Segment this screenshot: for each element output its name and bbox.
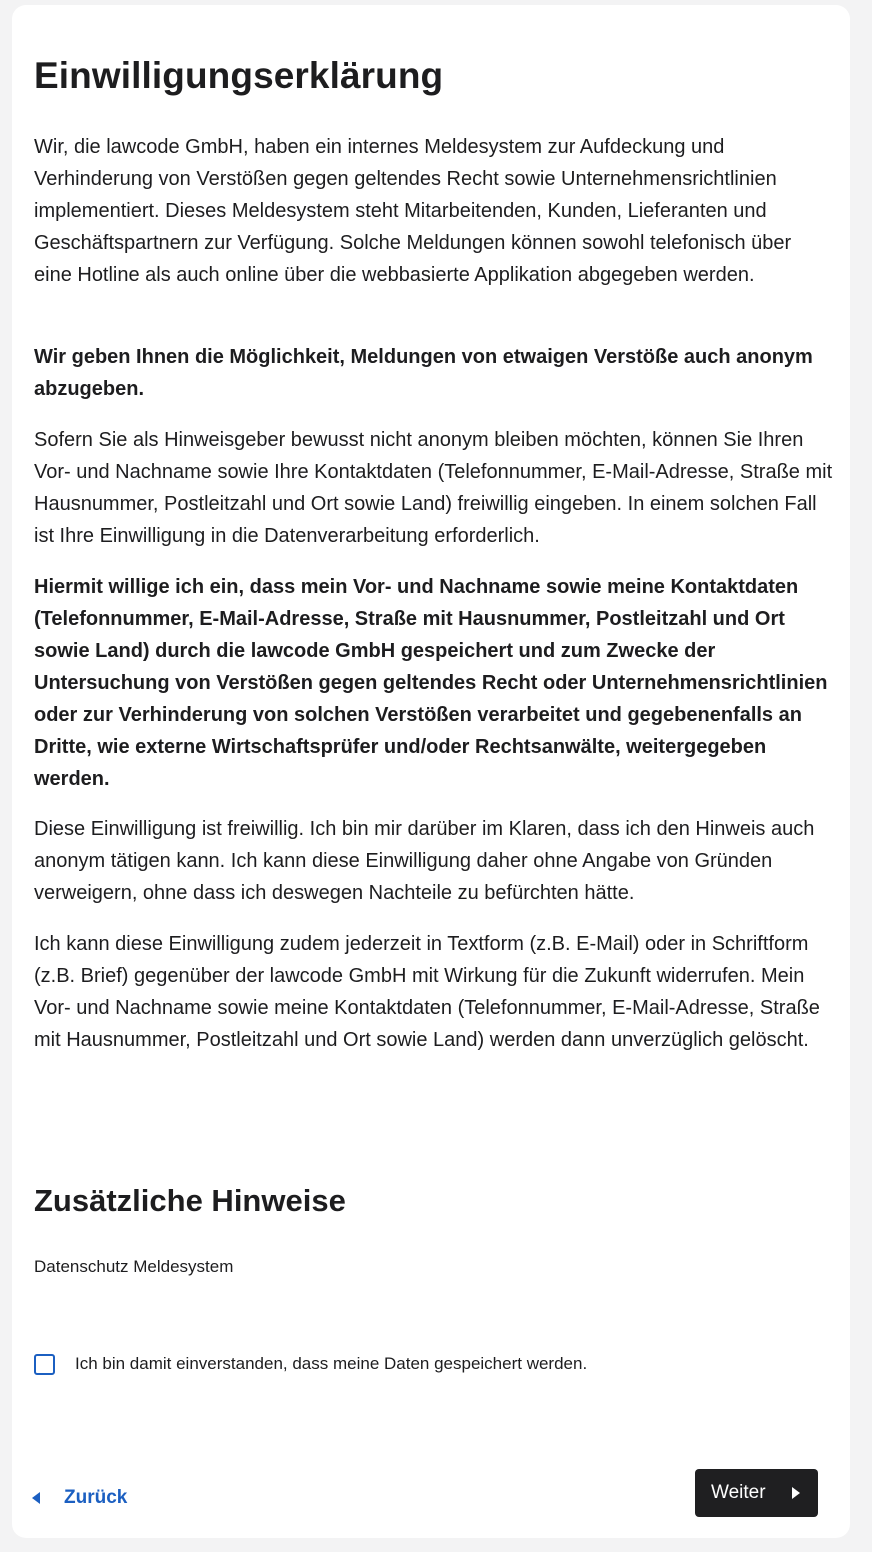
additional-notes-title: Zusätzliche Hinweise: [34, 1183, 346, 1218]
consent-checkbox-label[interactable]: Ich bin damit einverstanden, dass meine Daten gespeichert werden.: [75, 1354, 588, 1373]
privacy-policy-link[interactable]: Datenschutz Meldesystem: [34, 1257, 234, 1276]
page-title: Einwilligungserklärung: [34, 55, 444, 96]
next-button[interactable]: [695, 1469, 818, 1517]
next-button-label: Weiter: [711, 1482, 766, 1503]
consent-checkbox[interactable]: [34, 1354, 55, 1375]
back-button[interactable]: [32, 1483, 127, 1513]
consent-checkbox-row[interactable]: [34, 1350, 587, 1378]
optional-data-paragraph: Sofern Sie als Hinweisgeber bewusst nicht anonym bleiben möchten, können Sie Ihren Vor- und Nachname sowie Ihre Kontaktdaten (Telefonnummer, E-Mail-Adresse, Straße mit Hausnummer, Postleitzahl und Ort sowie Land) freiwillig eingeben. In einem solchen Fall ist Ihre Einwilligung in die Datenverarbeitung erforderlich.: [34, 429, 833, 547]
revocation-paragraph: Ich kann diese Einwilligung zudem jederzeit in Textform (z.B. E-Mail) oder in Schriftform (z.B. Brief) gegenüber der lawcode GmbH mit Wirkung für die Zukunft widerrufen. Mein Vor- und Nachname sowie meine Kontaktdaten (Telefonnummer, E-Mail-Adresse, Straße mit Hausnummer, Postleitzahl und Ort sowie Land) werden dann unverzüglich gelöscht.: [34, 933, 820, 1051]
anonymous-notice: Wir geben Ihnen die Möglichkeit, Meldungen von etwaigen Verstöße auch anonym abzugeben.: [34, 346, 813, 400]
consent-statement: Hiermit willige ich ein, dass mein Vor- und Nachname sowie meine Kontaktdaten (Telefonnummer, E-Mail-Adresse, Straße mit Hausnummer, Postleitzahl und Ort sowie Land) durch die lawcode GmbH gespeichert und zum Zwecke der Untersuchung von Verstößen gegen geltendes Recht oder Unternehmensrichtlinien oder zur Verhinderung von solchen Verstößen verarbeitet und gegebenenfalls an Dritte, wie externe Wirtschaftsprüfer und/oder Rechtsanwälte, weitergegeben werden.: [34, 576, 828, 790]
caret-right-icon: [792, 1487, 800, 1499]
back-button-label: Zurück: [64, 1487, 128, 1508]
caret-left-icon: [32, 1492, 40, 1504]
intro-paragraph: Wir, die lawcode GmbH, haben ein internes Meldesystem zur Aufdeckung und Verhinderung von Verstößen gegen geltendes Recht sowie Unternehmensrichtlinien implementiert. Dieses Meldesystem steht Mitarbeitenden, Kunden, Lieferanten und Geschäftspartnern zur Verfügung. Solche Meldungen können sowohl telefonisch über eine Hotline als auch online über die webbasierte Applikation abgegeben werden.: [34, 136, 792, 286]
consent-card: [12, 5, 850, 1538]
voluntary-paragraph: Diese Einwilligung ist freiwillig. Ich bin mir darüber im Klaren, dass ich den Hinweis auch anonym tätigen kann. Ich kann diese Einwilligung daher ohne Angabe von Gründen verweigern, ohne dass ich deswegen Nachteile zu befürchten hätte.: [34, 818, 815, 904]
